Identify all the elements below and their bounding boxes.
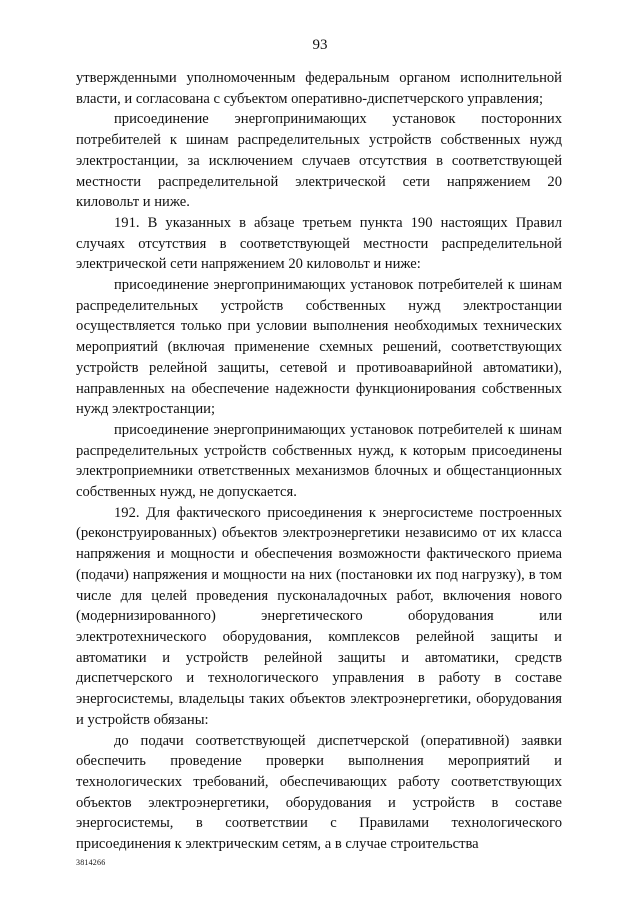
paragraph-connection-prohibited: присоединение энергопринимающих установок потребителей к шинам распределительных устройств собственных нужд, к которым присоединены электроприемники ответственных механизмов блочных и общестанционных собственных нужд, не допускается. [76, 421, 562, 501]
paragraph-connection-conditions: присоединение энергопринимающих установок потребителей к шинам распределительных устройств собственных нужд электростанции осуществляется только при условии выполнения необходимых технических мероприятий (включая применение схемных решений, соответствующих устройств релейной защиты, сетевой и противоаварийной автоматики), направленных на обеспечение надежности функционирования собственных нужд электростанции; [76, 277, 562, 418]
paragraph-dispatch-request: до подачи соответствующей диспетчерской (оперативной) заявки обеспечить проведение проверки выполнения мероприятий и технологических требований, обеспечивающих работу соответствующих объектов электроэнергетики, оборудования и устройств в составе энергосистемы, в соответствии с Правилами технологического присоединения к электрическим сетям, а в случае строительства [76, 732, 562, 853]
paragraph-continuation: утвержденными уполномоченным федеральным органом исполнительной власти, и согласована с субъектом оперативно-диспетчерского управления; [76, 70, 562, 107]
paragraph-outside-consumers: присоединение энергопринимающих установок посторонних потребителей к шинам распределительных устройств собственных нужд электростанции, за исключением случаев отсутствия в соответствующей местности распределительной электрической сети напряжением 20 киловольт и ниже. [76, 111, 562, 211]
document-footer-code: 3814266 [76, 858, 106, 867]
paragraph-item-192: 192. Для фактического присоединения к энергосистеме построенных (реконструированных) объектов электроэнергетики независимо от их класса напряжения и мощности и обеспечения возможности фактического приема (подачи) напряжения и мощности на них (постановки их под нагрузку), в том числе для целей проведения пусконаладочных работ, включения нового (модернизированного) энергетического оборудования или электротехнического оборудования, комплексов релейной защиты и автоматики и устройств релейной защиты и автоматики, средств диспетчерского и технологического управления в работу в составе энергосистемы, владельцы таких объектов электроэнергетики, оборудования и устройств обязаны: [76, 504, 562, 728]
document-body [76, 68, 562, 855]
page-number: 93 [312, 37, 328, 53]
paragraph-item-191: 191. В указанных в абзаце третьем пункта 190 настоящих Правил случаях отсутствия в соответствующей местности распределительной электрической сети напряжением 20 киловольт и ниже: [76, 214, 562, 273]
